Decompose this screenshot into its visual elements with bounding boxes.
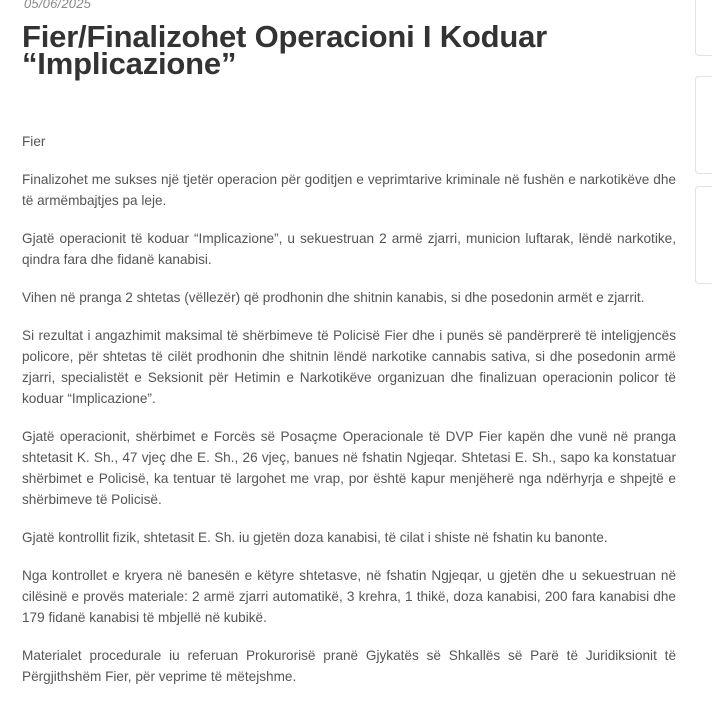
article-paragraph: Finalizohet me sukses një tjetër operacion për goditjen e veprimtarive kriminale në fushën e narkotikëve dhe të armëmbajtjes pa leje. — [22, 172, 676, 208]
article-location: Fier — [22, 134, 46, 149]
sidebar-widget-edge — [695, 76, 712, 174]
article-paragraph: Vihen në pranga 2 shtetas (vëllezër) që prodhonin dhe shitnin kanabis, si dhe posedonin armët e zjarrit. — [22, 290, 645, 305]
article-paragraph: Si rezultat i angazhimit maksimal të shërbimeve të Policisë Fier dhe i punës së pandërprerë të inteligjencës policore, për shtetas të cilët prodhonin dhe shitnin lëndë narkotike cannabis sativa, si dhe posedonin armë zjarri, specialistët e Seksionit për Hetimin e Narkotikëve organizuan dhe finalizuan operacionin policor të koduar “Implicazione”. — [22, 328, 676, 406]
article-title-line-1: Fier/Finalizohet Operacioni I Koduar — [22, 19, 548, 54]
article-title — [22, 19, 662, 81]
article-paragraph: Gjatë kontrollit fizik, shtetasit E. Sh. iu gjetën doza kanabisi, të cilat i shiste në fshatin ku banonte. — [22, 530, 608, 545]
sidebar-widget-edge — [695, 186, 712, 284]
article-paragraph: Gjatë operacionit, shërbimet e Forcës së Posaçme Operacionale të DVP Fier kapën dhe vunë në pranga shtetasit K. Sh., 47 vjeç dhe E. Sh., 26 vjeç, banues në fshatin Ngjeqar. Shtetasi E. Sh., sapo ka konstatuar shërbimet e Policisë, ka tentuar të largohet me vrap, por është kapur menjëherë nga ndërhyrja e shpejtë e shërbimeve të Policisë. — [22, 429, 676, 507]
article-body — [22, 131, 676, 704]
article-paragraph: Materialet procedurale iu referuan Prokurorisë pranë Gjykatës së Shkallës së Parë të Juridiksionit të Përgjithshëm Fier, për veprime të mëtejshme. — [22, 648, 676, 684]
article-paragraph: Nga kontrollet e kryera në banesën e këtyre shtetasve, në fshatin Ngjeqar, u gjetën dhe u sekuestruan në cilësinë e provës materiale: 2 armë zjarri automatikë, 3 krehra, 1 thikë, doza kanabisi, 200 fara kanabisi dhe 179 fidanë kanabisi të mbjellë në kubikë. — [22, 568, 676, 625]
article-paragraph: Gjatë operacionit të koduar “Implicazione”, u sekuestruan 2 armë zjarri, municion luftarak, lëndë narkotike, qindra fara dhe fidanë kanabisi. — [22, 231, 676, 267]
sidebar-widget-edge — [695, 0, 712, 56]
article-date: 05/06/2025 — [24, 0, 92, 11]
article-title-line-2: “Implicazione” — [22, 46, 237, 81]
